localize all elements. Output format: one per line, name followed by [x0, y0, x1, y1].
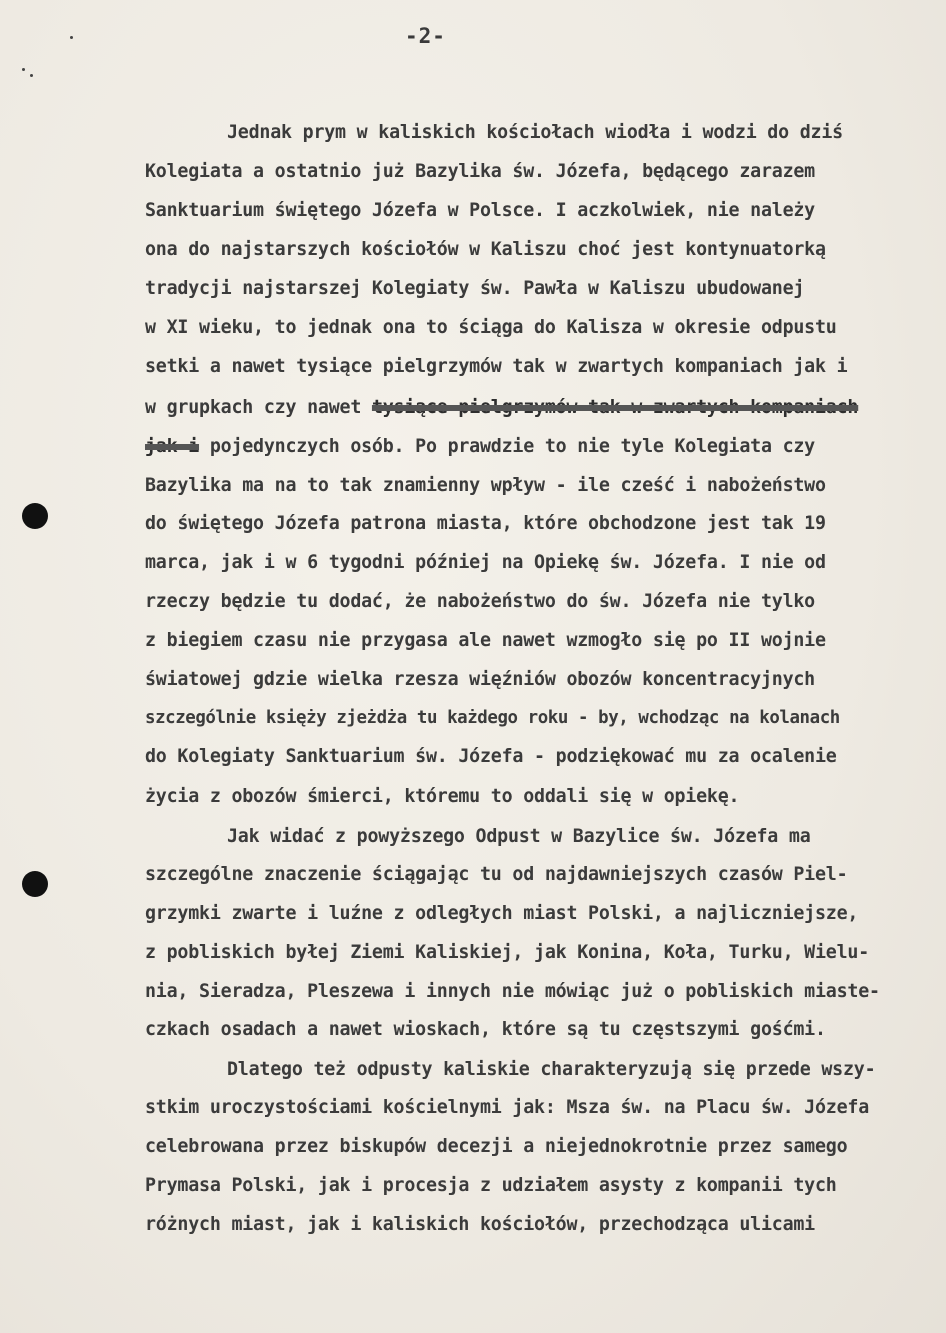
text-segment: pojedynczych osób. Po prawdzie to nie tyle Kolegiata czy — [199, 436, 815, 457]
text-line: z biegiem czasu nie przygasa ale nawet wzmogło się po II wojnie — [145, 630, 826, 651]
text-line: różnych miast, jak i kaliskich kościołów, przechodząca ulicami — [145, 1214, 815, 1235]
text-segment: w grupkach czy nawet — [145, 397, 372, 418]
text-line: stkim uroczystościami kościelnymi jak: Msza św. na Placu św. Józefa — [145, 1097, 870, 1118]
text-line: grzymki zwarte i luźne z odległych miast Polski, a najliczniejsze, — [145, 903, 859, 924]
struck-through-text: tysiące pielgrzymów tak w zwartych kompaniach — [371, 397, 859, 418]
text-line: czkach osadach a nawet wioskach, które są tu częstszymi gośćmi. — [145, 1019, 826, 1040]
margin-speck — [22, 68, 25, 71]
text-line: Kolegiata a ostatnio już Bazylika św. Józefa, będącego zarazem — [145, 161, 815, 182]
text-line: Jak widać z powyższego Odpust w Bazylice św. Józefa ma — [227, 826, 811, 847]
text-line: do świętego Józefa patrona miasta, które obchodzone jest tak 19 — [145, 513, 826, 534]
text-line: rzeczy będzie tu dodać, że nabożeństwo do św. Józefa nie tylko — [145, 591, 815, 612]
text-line: nia, Sieradza, Pleszewa i innych nie mówiąc już o pobliskich miaste- — [145, 981, 880, 1002]
text-line: życia z obozów śmierci, któremu to oddali się w opiekę. — [145, 786, 740, 807]
text-line: do Kolegiaty Sanktuarium św. Józefa - podziękować mu za ocalenie — [145, 746, 837, 767]
text-line: tradycji najstarszej Kolegiaty św. Pawła w Kaliszu ubudowanej — [145, 278, 805, 299]
text-line: szczególne znaczenie ściągając tu od najdawniejszych czasów Piel- — [145, 864, 848, 885]
punch-hole — [22, 871, 48, 897]
struck-through-text: jak i — [145, 436, 200, 457]
text-line: setki a nawet tysiące pielgrzymów tak w zwartych kompaniach jak i — [145, 356, 848, 377]
text-line: światowej gdzie wielka rzesza więźniów obozów koncentracyjnych — [145, 669, 815, 690]
text-line: z pobliskich byłej Ziemi Kaliskiej, jak Konina, Koła, Turku, Wielu- — [145, 942, 870, 963]
text-line: Prymasa Polski, jak i procesja z udziałem asysty z kompanii tych — [145, 1175, 837, 1196]
text-line: w XI wieku, to jednak ona to ściąga do Kalisza w okresie odpustu — [145, 317, 837, 338]
text-line: Sanktuarium świętego Józefa w Polsce. I aczkolwiek, nie należy — [145, 200, 815, 221]
text-line: ona do najstarszych kościołów w Kaliszu choć jest kontynuatorką — [145, 239, 826, 260]
text-line: Bazylika ma na to tak znamienny wpływ - ile cześć i nabożeństwo — [145, 475, 826, 496]
text-line: Jednak prym w kaliskich kościołach wiodła i wodzi do dziś — [227, 122, 843, 143]
text-line: Dlatego też odpusty kaliskie charakteryzują się przede wszy- — [227, 1059, 876, 1080]
text-line-with-strikethrough — [145, 436, 815, 458]
punch-hole — [22, 503, 48, 529]
margin-speck — [70, 36, 73, 39]
margin-speck — [30, 74, 33, 77]
page-number: -2- — [405, 24, 446, 48]
text-line: celebrowana przez biskupów decezji a niejednokrotnie przez samego — [145, 1136, 848, 1157]
text-line-with-strikethrough — [145, 397, 858, 419]
text-line: marca, jak i w 6 tygodni później na Opiekę św. Józefa. I nie od — [145, 552, 826, 573]
text-line: szczególnie księży zjeżdża tu każdego roku - by, wchodząc na kolanach — [145, 708, 840, 728]
